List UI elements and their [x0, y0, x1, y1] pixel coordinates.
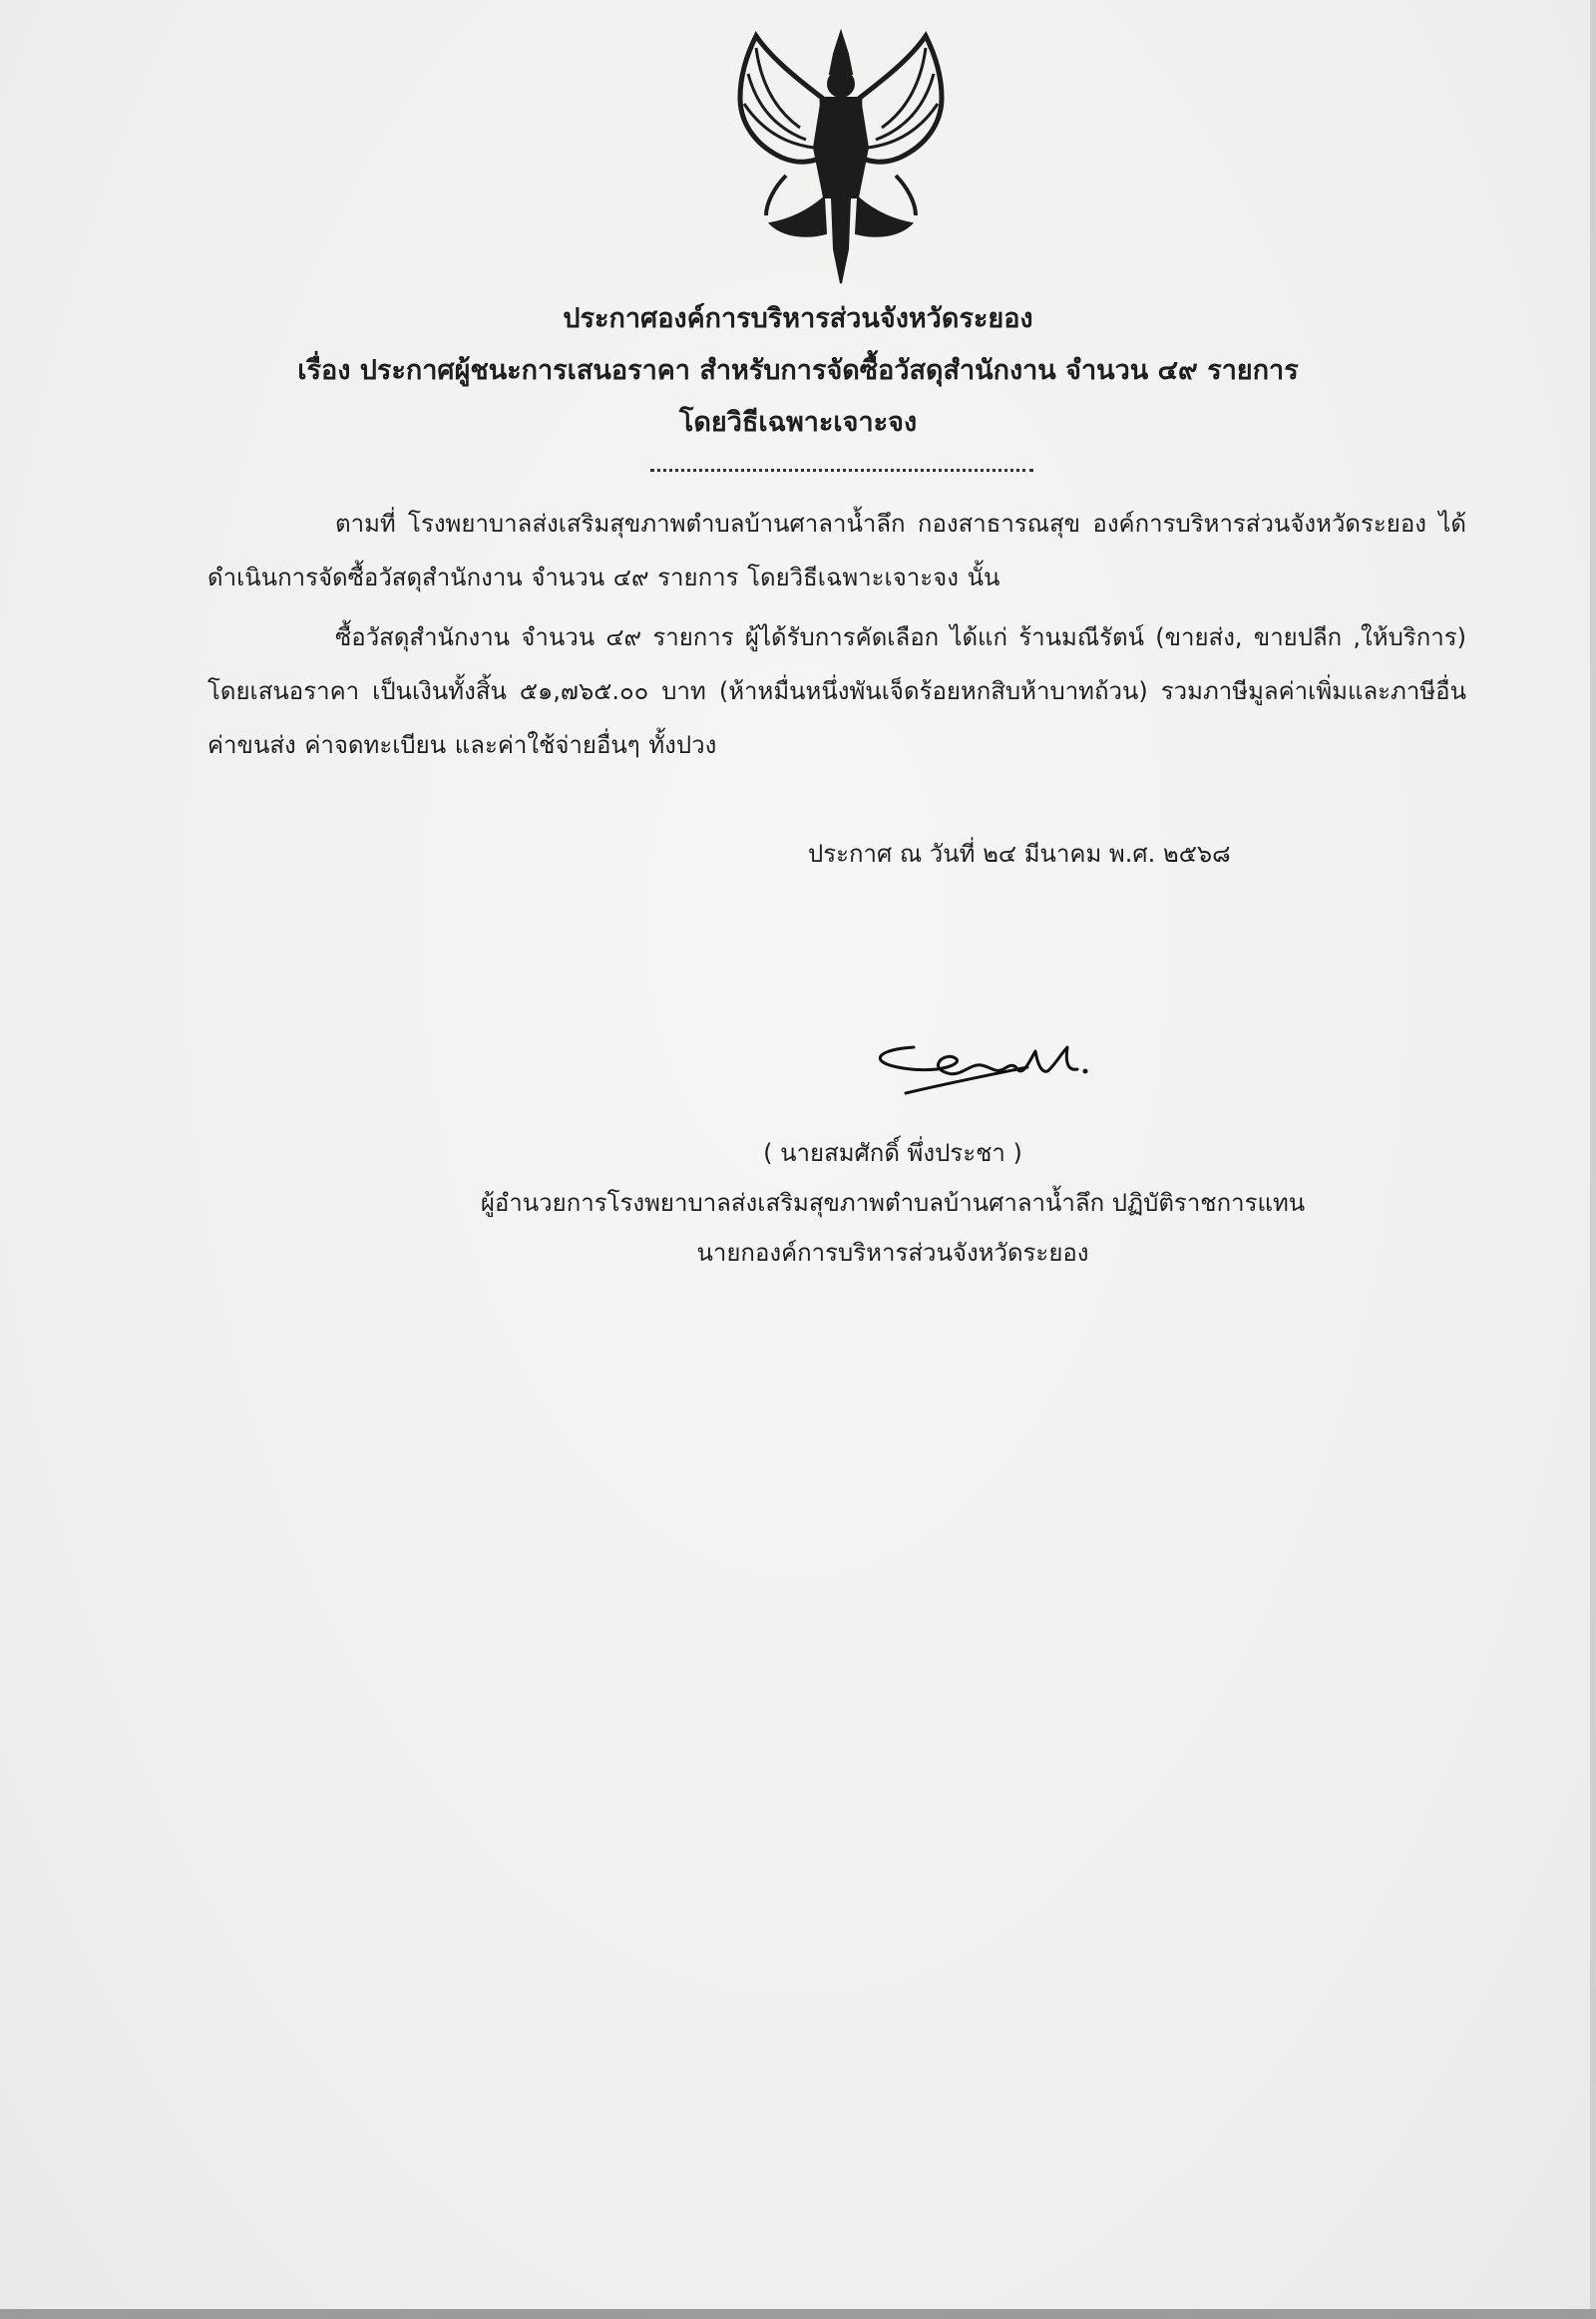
announcement-date: ประกาศ ณ วันที่ ๒๔ มีนาคม พ.ศ. ๒๕๖๘ — [808, 840, 1231, 868]
body-paragraph-2 — [207, 610, 1466, 772]
signatory-position: ผู้อำนวยการโรงพยาบาลส่งเสริมสุขภาพตำบลบ้านศาลาน้ำลึก ปฏิบัติราชการแทน — [480, 1189, 1306, 1217]
separator-dotted-line — [650, 469, 1033, 472]
page-edge — [1590, 0, 1596, 2319]
announcement-method: โดยวิธีเฉพาะเจาะจง — [678, 407, 918, 438]
announcement-title: ประกาศองค์การบริหารส่วนจังหวัดระยอง — [563, 303, 1033, 334]
body-paragraph-1 — [207, 497, 1466, 604]
announcement-subject: เรื่อง ประกาศผู้ชนะการเสนอราคา สำหรับการจัดซื้อวัสดุสำนักงาน จำนวน ๔๙ รายการ — [297, 355, 1299, 386]
signatory-name: ( นายสมศักดิ์ พึ่งประชา ) — [763, 1139, 1022, 1167]
paragraph-1-text: ตามที่ โรงพยาบาลส่งเสริมสุขภาพตำบลบ้านศาลาน้ำลึก กองสาธารณสุข องค์การบริหารส่วนจังหวัดระยอง ได้ดำเนินการจัดซื้อวัสดุสำนักงาน จำนวน ๔๙ รายการ โดยวิธีเฉพาะเจาะจง นั้น — [207, 510, 1466, 591]
page-bottom-edge — [0, 2309, 1596, 2319]
paragraph-2-text: ซื้อวัสดุสำนักงาน จำนวน ๔๙ รายการ ผู้ได้รับการคัดเลือก ได้แก่ ร้านมณีรัตน์ (ขายส่ง, ขายปลีก ,ให้บริการ) โดยเสนอราคา เป็นเงินทั้งสิ้น ๕๑,๗๖๕.๐๐ บาท (ห้าหมื่นหนึ่งพันเจ็ดร้อยหกสิบห้าบาทถ้วน) รวมภาษีมูลค่าเพิ่มและภาษีอื่น ค่าขนส่ง ค่าจดทะเบียน และค่าใช้จ่ายอื่นๆ ทั้งปวง — [207, 623, 1466, 759]
handwritten-signature — [858, 1027, 1137, 1117]
garuda-emblem — [726, 28, 956, 287]
signatory-position-2: นายกองค์การบริหารส่วนจังหวัดระยอง — [696, 1239, 1089, 1267]
